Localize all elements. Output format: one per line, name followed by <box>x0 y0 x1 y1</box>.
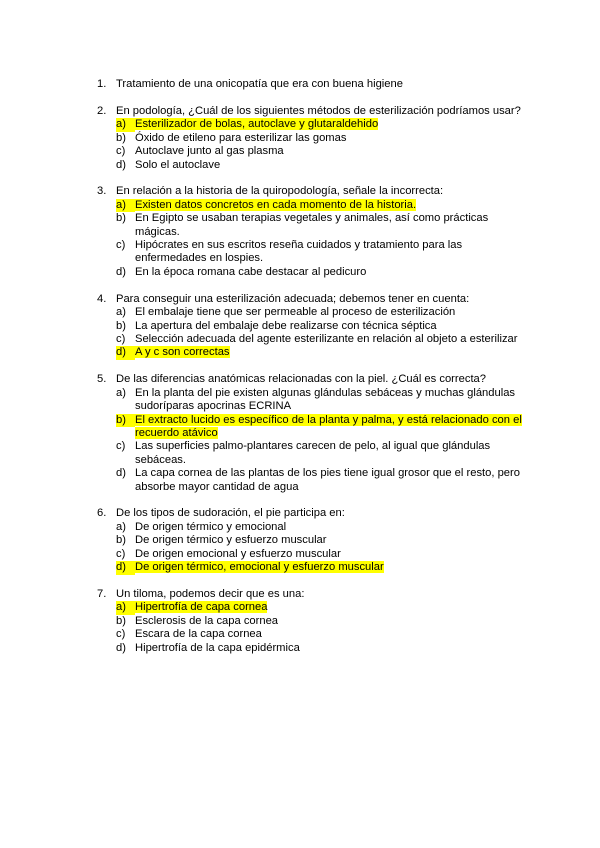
option-letter: c) <box>116 440 126 453</box>
option-letter: a) <box>116 520 126 533</box>
answer-option <box>0 346 600 359</box>
question-number: 7. <box>97 588 107 600</box>
answer-option <box>0 118 600 131</box>
question-text: De los tipos de sudoración, el pie participa en: <box>116 507 345 520</box>
option-text: Solo el autoclave <box>135 158 221 171</box>
question-number: 5. <box>97 373 107 386</box>
option-letter: d) <box>116 467 126 480</box>
question-number: 1. <box>97 78 107 90</box>
answer-option <box>0 414 600 441</box>
option-text: De origen térmico y esfuerzo muscular <box>135 534 327 547</box>
option-text: En Egipto se usaban terapias vegetales y animales, así como prácticas mágicas. <box>135 212 489 238</box>
answer-option <box>0 239 600 266</box>
option-letter: c) <box>116 547 126 560</box>
question-text: En podología, ¿Cuál de los siguientes métodos de esterilización podríamos usar? <box>116 104 521 117</box>
answer-option <box>0 467 600 494</box>
option-text: En la época romana cabe destacar al pedicuro <box>135 265 367 278</box>
question-row <box>0 507 600 520</box>
question-text: En relación a la historia de la quiropodología, señale la incorrecta: <box>116 185 444 198</box>
question-row <box>0 185 600 198</box>
answer-option <box>0 320 600 333</box>
option-letter: b) <box>116 414 135 427</box>
option-text: Óxido de etileno para esterilizar las gomas <box>135 131 347 144</box>
option-letter: a) <box>116 601 135 614</box>
option-letter: b) <box>116 319 126 332</box>
answer-highlight: Existen datos concretos en cada momento de la historia. <box>135 198 417 211</box>
option-letter: d) <box>116 346 135 359</box>
question-text: De las diferencias anatómicas relacionadas con la piel. ¿Cuál es correcta? <box>116 373 486 386</box>
option-text: La capa cornea de las plantas de los pies tiene igual grosor que el resto, pero absorbe mayor cantidad de agua <box>135 467 520 493</box>
option-text: Hipertrofía de la capa epidérmica <box>135 641 300 654</box>
option-letter: c) <box>116 145 126 158</box>
highlighted-answer-text <box>135 561 523 574</box>
answer-option <box>0 199 600 212</box>
answer-option <box>0 212 600 239</box>
option-text: Selección adecuada del agente esterilizante en relación al objeto a esterilizar <box>135 333 518 345</box>
option-text: Hipócrates en sus escritos reseña cuidados y tratamiento para las enfermedades en lospies. <box>135 239 463 265</box>
question-row <box>0 373 600 386</box>
answer-option <box>0 145 600 158</box>
option-letter: d) <box>116 561 135 574</box>
highlighted-answer-text <box>135 414 523 441</box>
option-text: Autoclave junto al gas plasma <box>135 145 284 158</box>
question-block <box>0 78 600 91</box>
answer-highlight: Hipertrofía de capa cornea <box>135 601 268 614</box>
answer-option <box>0 306 600 319</box>
question-row <box>0 588 600 601</box>
answer-option <box>0 628 600 641</box>
document-page <box>0 78 600 669</box>
highlighted-answer-text <box>135 199 523 212</box>
answer-option <box>0 521 600 534</box>
option-letter: b) <box>116 614 126 627</box>
answer-option <box>0 642 600 655</box>
question-block <box>0 507 600 574</box>
question-row <box>0 293 600 306</box>
answer-highlight: Esterilizador de bolas, autoclave y glutaraldehido <box>135 118 379 131</box>
option-letter: d) <box>116 265 126 278</box>
option-letter: c) <box>116 239 126 252</box>
option-text: Esclerosis de la capa cornea <box>135 614 279 627</box>
answer-option <box>0 534 600 547</box>
question-text: Tratamiento de una onicopatía que era con buena higiene <box>116 78 403 90</box>
option-text: Las superficies palmo-plantares carecen de pelo, al igual que glándulas sebáceas. <box>135 440 491 466</box>
option-letter: a) <box>116 306 126 319</box>
question-text: Un tiloma, podemos decir que es una: <box>116 588 305 600</box>
option-text: De origen térmico y emocional <box>135 520 287 533</box>
option-letter: a) <box>116 199 135 212</box>
answer-option <box>0 333 600 346</box>
option-text: La apertura del embalaje debe realizarse con técnica séptica <box>135 319 437 332</box>
option-letter: d) <box>116 641 126 654</box>
option-letter: b) <box>116 534 126 547</box>
question-number: 3. <box>97 185 107 198</box>
answer-option <box>0 132 600 145</box>
option-text: En la planta del pie existen algunas glándulas sebáceas y muchas glándulas sudoríparas apocrinas ECRINA <box>135 386 516 413</box>
question-row <box>0 78 600 91</box>
option-letter: b) <box>116 131 126 144</box>
question-block <box>0 588 600 655</box>
question-number: 4. <box>97 292 107 305</box>
answer-highlight: A y c son correctas <box>135 346 230 359</box>
answer-option <box>0 440 600 467</box>
option-letter: a) <box>116 386 126 399</box>
option-letter: b) <box>116 212 126 225</box>
answer-option <box>0 266 600 279</box>
answer-option <box>0 601 600 614</box>
answer-option <box>0 548 600 561</box>
option-text: El embalaje tiene que ser permeable al proceso de esterilización <box>135 306 456 319</box>
answer-option <box>0 387 600 414</box>
highlighted-answer-text <box>135 601 523 614</box>
option-letter: d) <box>116 158 126 171</box>
highlighted-answer-text <box>135 118 523 131</box>
question-block <box>0 373 600 494</box>
question-block <box>0 185 600 279</box>
option-text: De origen emocional y esfuerzo muscular <box>135 547 341 560</box>
option-letter: a) <box>116 118 135 131</box>
answer-option <box>0 615 600 628</box>
answer-highlight: El extracto lucido es específico de la planta y palma, y está relacionado con el recuerdo atávico <box>135 413 522 439</box>
question-number: 2. <box>97 104 107 117</box>
answer-option <box>0 159 600 172</box>
option-text: Escara de la capa cornea <box>135 628 262 641</box>
highlighted-answer-text <box>135 346 523 359</box>
question-block <box>0 105 600 172</box>
question-row <box>0 105 600 118</box>
answer-highlight: De origen térmico, emocional y esfuerzo muscular <box>135 561 384 574</box>
answer-option <box>0 561 600 574</box>
question-number: 6. <box>97 507 107 520</box>
option-letter: c) <box>116 628 126 641</box>
option-letter: c) <box>116 333 126 345</box>
question-block <box>0 293 600 360</box>
question-text: Para conseguir una esterilización adecuada; debemos tener en cuenta: <box>116 292 470 305</box>
